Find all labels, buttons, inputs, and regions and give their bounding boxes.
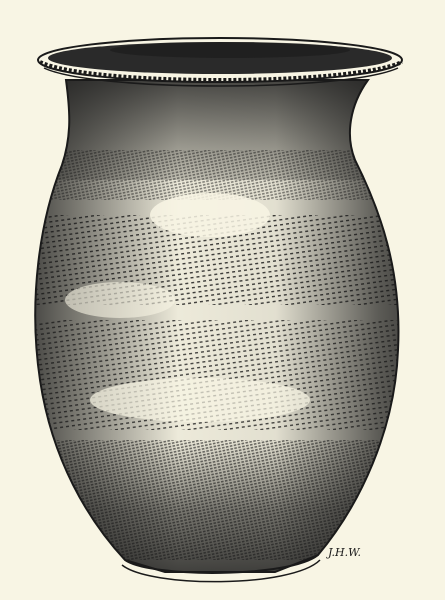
artist-signature: J.H.W. (328, 546, 362, 559)
vase-rim (38, 38, 402, 86)
